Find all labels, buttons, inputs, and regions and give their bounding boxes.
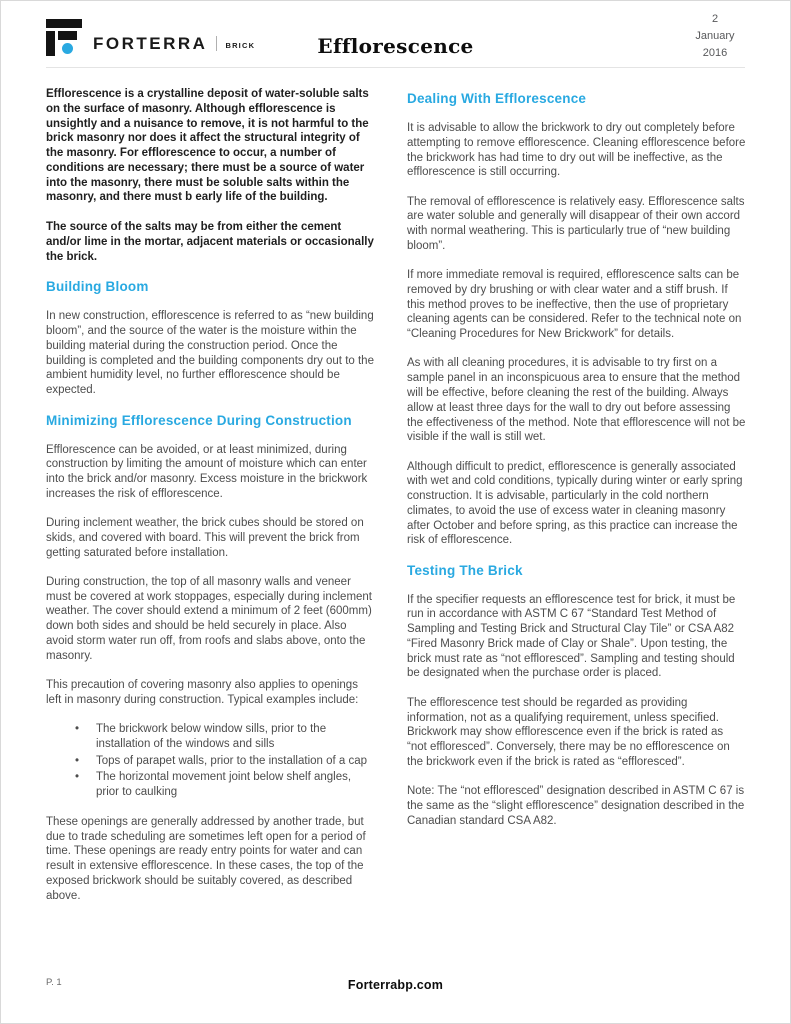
brand-divider [216,36,217,51]
body-paragraph: During inclement weather, the brick cubes should be stored on skids, and covered with board. This will prevent the brick from getting saturated before installation. [46,517,364,559]
intro-paragraph: The source of the salts may be from either the cement and/or lime in the mortar, adjacent materials or occasionally the brick. [46,221,374,263]
page-title: Efflorescence [317,34,474,58]
content-columns [46,87,746,918]
body-paragraph: Although difficult to predict, efflorescence is generally associated with wet and cold conditions, typically during winter or early spring construction. It is advisable, particularly in the cold northern climates, to avoid the use of excess water in cleaning masonry after October and before spring, as this practice can increase the risk of efflorescence. [407,460,743,547]
bullet-item: • The horizontal movement joint below shelf angles, prior to caulking [75,770,376,800]
date-block [687,11,743,62]
section-heading-minimizing-efflorescence: Minimizing Efflorescence During Construction [46,412,352,428]
header-divider [46,67,745,68]
page-header [46,11,745,67]
body-paragraph: Note: The “not effloresced” designation described in ASTM C 67 is the same as the “slight efflorescence” designation described in the Canadian standard CSA A82. [407,785,745,827]
intro-block [46,87,376,264]
brand-name: FORTERRA [93,33,208,53]
section-heading-building-bloom: Building Bloom [46,279,149,295]
body-paragraph: During construction, the top of all masonry walls and veneer must be covered at work stoppages, especially during inclement weather. The cover should extend a minimum of 2 feet (600mm) down both sides and should be held securely in place. Also avoid storm water run off, from roofs and slabs above, onto the masonry. [46,575,373,662]
body-paragraph: This precaution of covering masonry also applies to openings left in masonry during construction. Typical examples include: [46,678,359,706]
body-paragraph: If the specifier requests an efflorescence test for brick, it must be run in accordance with ASTM C 67 “Standard Test Method of Sampling and Testing Brick and Structural Clay Tile” or CSA A82 “Fired Masonry Brick made of Clay or Shale”. Upon testing, the brick must rate as “not effloresced”. Sampling and testing should be designated when the purchase order is placed. [407,593,736,680]
bullet-item: • Tops of parapet walls, prior to the installation of a cap [75,754,376,769]
section-heading-testing-the-brick: Testing The Brick [407,562,523,578]
right-column [407,87,746,918]
body-paragraph: It is advisable to allow the brickwork to dry out completely before attempting to remove efflorescence. Cleaning efflorescence before the brickwork has had time to dry out will be ineffective, as the efflorescence is still occurring. [407,122,746,179]
body-paragraph: The removal of efflorescence is relatively easy. Efflorescence salts are water soluble and generally will disappear of their own accord with normal weathering. This is particularly true of “new building bloom”. [407,195,745,252]
date-day: 2 [711,13,719,25]
body-paragraph: These openings are generally addressed by another trade, but due to trade scheduling are sometimes left open for a period of time. These openings are ready entry points for water and can result in extensive efflorescence. In these cases, the top of the exposed brickwork should be suitably covered, as described above. [46,815,366,902]
body-paragraph: In new construction, efflorescence is referred to as “new building bloom”, and the source of the water is the moisture within the building material during the construction period. Once the building is completed and the building components dry out to the ambient humidity level, no further efflorescence should be expected. [46,310,374,397]
footer-website: Forterrabp.com [347,978,444,992]
intro-paragraph: Efflorescence is a crystalline deposit of water-soluble salts on the surface of masonry. Although efflorescence is unsightly and a nuisance to remove, it is not harmful to the brick masonry nor does it affect the structural integrity of the masonry. For efflorescence to occur, a number of conditions are necessary; there must be a source of water into the masonry, there must be soluble salts within the masonry, and there must b early life of the building. [46,88,369,204]
footer-page-number: P. 1 [46,977,62,988]
body-paragraph: The efflorescence test should be regarded as providing information, not as a qualifying requirement, unless specified. Brickwork may show efflorescence even if the brick is rated as “not effloresced”. Conversely, there may be no efflorescence on the brickwork even if the brick is rated as “effloresced”. [407,696,730,768]
forterra-logo-icon [46,19,82,56]
date-year: 2016 [702,47,728,60]
body-paragraph: If more immediate removal is required, efflorescence salts can be removed by dry brushing or with clear water and a stiff brush. If this method proves to be ineffective, then the use of proprietary cleaning agents can be considered. Refer to the technical note on “Cleaning Procedures for New Brickwork” for details. [407,269,742,341]
bullet-list [46,722,376,800]
section-heading-dealing-with-efflorescence: Dealing With Efflorescence [407,91,587,106]
date-month: January [695,30,735,43]
forterra-logo [46,19,255,56]
brand-sub-label: BRICK [225,40,256,50]
left-column [46,87,376,918]
body-paragraph: As with all cleaning procedures, it is advisable to try first on a sample panel in an inconspicuous area to ensure that the method will be effective, before cleaning the rest of the building. Always allow at least three days for the wall to dry out before assessing the effectiveness of the method. Note that efflorescence will not be visible if the wall is still wet. [407,357,746,444]
bullet-item: • The brickwork below window sills, prior to the installation of the windows and sills [75,722,376,752]
body-paragraph: Efflorescence can be avoided, or at least minimized, during construction by limiting the amount of moisture which can enter into the brick and/or masonry. Excess moisture in the brickwork increases the risk of efflorescence. [46,443,368,500]
